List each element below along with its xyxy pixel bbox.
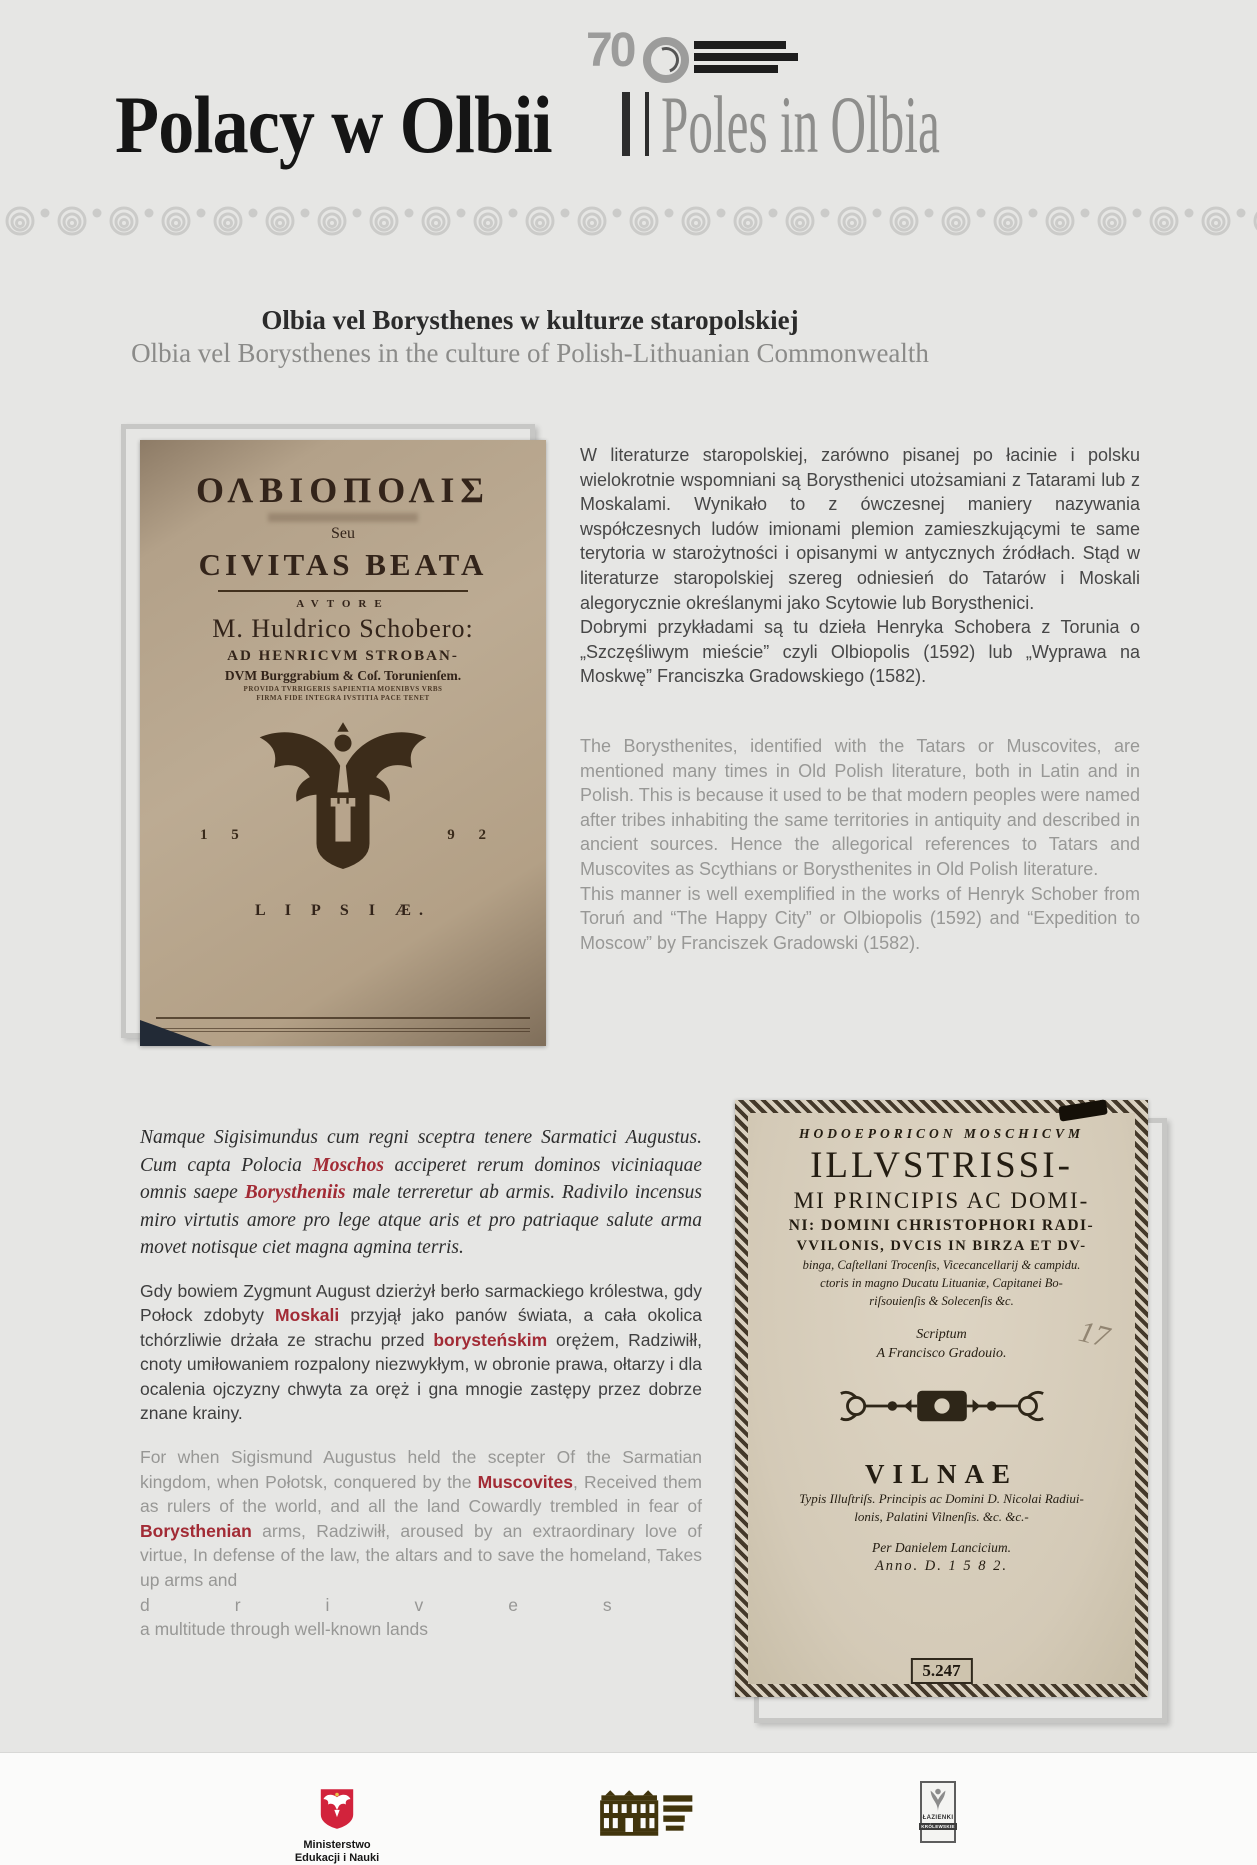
anniversary-text-lines [694,41,798,73]
book1-showthrough-smudge [268,513,418,522]
pl-trans-seg3: orężem, Radziwiłł, cnoty umiłowaniem rozpalony niezwykłym, w obronie prawa, ołtarzy i dla ocalenia ojczyzny chwyta za oręż i gna mnogie zastępy przez dobrze znane krainy. [140,1329,702,1424]
en-trans-seg1: For when Sigismund Augustus held the scepter Of the Sarmatian kingdom, when Połotsk, conquered by the [140,1447,702,1492]
book2-shelfmark-stamp: 5.247 [910,1658,972,1684]
book1-rule [218,590,468,592]
book2-ink-smudge [1058,1099,1108,1121]
anniversary-70-logo [586,30,798,83]
book2-title-line5: binga, Caſtellani Trocenſis, Vicecancellarij & campidu. [802,1258,1081,1272]
book1-dedication-2: DVM Burggrabium & Coſ. Torunienſem. [224,668,462,683]
quote-block [140,1124,702,1642]
ministry-name-line1: Ministerstwo [303,1839,371,1851]
pl-trans-seg1: Gdy bowiem Zygmunt August dzierżył berło sarmackiego królestwa, gdy Połock zdobyty [140,1280,702,1326]
lazienki-krolewskie-logo [920,1781,956,1843]
poland-crest-icon [319,1787,355,1831]
polish-translation [140,1279,702,1427]
title-english: Poles in Olbia [661,79,940,170]
book1-greek-title: ΟΛΒΙΟΠΟΛΙΣ [196,470,490,510]
latin-seg2: acciperet rerum dominos viciniaquae omnis saepe [140,1154,702,1203]
pl-trans-red-borystenskim: borysteńskim [433,1329,548,1350]
book2-title-line4: VVILONIS, DVCIS IN BIRZA ET DV- [796,1238,1087,1254]
palace-museum-logo [600,1789,695,1842]
intro-english-p1: The Borysthenites, identified with the Tatars or Muscovites, are mentioned many times in Old Polish literature, both in Latin and in Polish. This is because it used to be that modern peoples were named after tribes inhabiting the same territories in antiquity and described in ancient sources. Hence the allegorical references to Tatars and Muscovites as Scythians or Borysthenites in Old Polish literature. [580,735,1140,879]
anniversary-number: 70 [586,30,634,73]
anniversary-zero-icon [643,37,689,83]
book2-title-line2: MI PRINCIPIS AC DOMI- [793,1188,1090,1213]
pl-trans-red-moskali: Moskali [275,1305,340,1326]
eagle-shield-icon [248,709,438,887]
book1-year-right: 9 2 [447,827,496,843]
book2-title-page-image [735,1100,1148,1697]
book2-printer: Per Danielem Lancicium. [871,1540,1012,1555]
intro-polish-p1: W literaturze staropolskiej, zarówno pisanej po łacinie i polsku wielokrotnie wspomniani są Borysthenici utożsamiani z Tatarami lub z Moskalami. Wynikało to z ówczesnej maniery nazywania współczesnych ludów imionami plemion zamieszkującymi te same terytoria w starożytności i opisanymi w antycznych źródłach. Stąd w literaturze staropolskiej szereg odniesień do Tatarów i Moskali alegorycznie określanymi jako Scytowie lub Borysthenici. [580,445,1140,613]
latin-seg1: Namque Sigisimundus cum regni sceptra tenere Sarmatici Augustus. Cum capta Polocia [140,1127,702,1176]
book2-handwritten-number: 17 [1075,1314,1113,1355]
title-polish: Polacy w Olbii [115,79,552,170]
intro-english [580,734,1140,955]
pl-trans-seg2: przyjął jako panów świata, a cała okolica tchórzliwie drżała ze strachu przed [140,1305,702,1350]
book1-imprint: L I P S I Æ. [254,902,432,919]
section-heading [0,304,1060,370]
ministry-of-education-logo [277,1787,397,1865]
latin-red-borystheniis: Borystheniis [244,1182,346,1203]
lazienki-label-1: ŁAZIENKI [922,1815,954,1821]
intro-text-block [580,443,1140,955]
latin-quote [140,1124,702,1262]
book1-dedication-1: AD HENRICVM STROBAN- [227,648,459,664]
book2-title-line7: riſsouienſis & Solecenſis &c. [869,1294,1014,1308]
book2-title-line6: ctoris in magno Ducatu Lituaniæ, Capitanei Bo- [820,1276,1063,1290]
book1-epigram-2: FIRMA FIDE INTEGRA IVSTITIA PACE TENET [256,694,430,702]
book2-author: A Francisco Gradouio. [876,1346,1007,1361]
book1-author: M. Huldrico Schobero: [212,614,474,643]
english-translation [140,1445,702,1642]
palace-building-icon [600,1789,695,1837]
en-trans-spread-word: drives [140,1594,697,1615]
intro-polish [580,443,1140,689]
book2-imprint-2: lonis, Palatini Vilnenſis. &c. &c.- [854,1509,1029,1524]
book1-seu: Seu [331,525,355,542]
book2-scriptum: Scriptum [916,1327,967,1342]
book1-title-page-image [140,440,546,1046]
en-trans-seg2: , Received them as rulers of the world, and all the land Cowardly trembled in fear of [140,1471,702,1517]
intro-polish-p2: Dobrymi przykładami są tu dzieła Henryka Schobera z Torunia o „Szczęśliwym mieście” czyli Olbiopolis (1592) lub „Wyprawa na Moskwę” Franciszka Gradowskiego (1582). [580,617,1140,687]
book1-main-title: CIVITAS BEATA [198,547,488,582]
lazienki-label-2: KRÓLEWSKIE [921,1824,955,1829]
book2-year: Anno. D. 1 5 8 2. [874,1558,1009,1574]
page-title [115,79,953,170]
decorative-spiral-band [0,202,1257,238]
ministry-name [277,1839,397,1865]
section-heading-polish: Olbia vel Borysthenes w kulturze staropolskiej [261,305,799,335]
section-heading-english: Olbia vel Borysthenes in the culture of Polish-Lithuanian Commonwealth [131,338,929,368]
book2-printer-ornament-icon [837,1383,1047,1434]
book1-frame-lines [156,1017,530,1032]
thistle-plant-icon [927,1786,949,1812]
book1-year-left: 1 5 [200,827,249,843]
intro-english-p2: This manner is well exemplified in the works of Henryk Schober from Toruń and “The Happy City” or Olbiopolis (1592) and “Expedition to Moscow” by Franciszek Gradowski (1582). [580,883,1140,953]
en-trans-red-borysthenian: Borysthenian [140,1520,252,1541]
book2-imprint-1: Typis Illuſtriſs. Principis ac Domini D. Nicolai Radiui- [799,1491,1084,1506]
latin-seg3: male terreretur ab armis. Radivilo incensus miro virtutis amore pro lege atque aris et pro patriaque salute arma movet notisque ciet magna agmina terris. [140,1182,702,1258]
footer-logo-band [0,1752,1257,1865]
en-trans-last-line: a multitude through well-known lands [140,1619,428,1640]
book2-place: VILNAE [864,1459,1019,1489]
book1-eagle-emblem [200,709,496,892]
latin-red-moschos: Moschos [312,1154,384,1176]
en-trans-seg3: arms, Radziwiłł, aroused by an extraordinary love of virtue, In defense of the law, the altars and to save the homeland, Takes up arms and [140,1520,702,1591]
book1-epigram-1: PROVIDA TVRRIGERIS SAPIENTIA MOENIBVS VRBS [243,685,443,693]
ministry-name-line2: Edukacji i Nauki [294,1852,380,1864]
en-trans-red-muscovites: Muscovites [477,1471,573,1492]
book2-header: HODOEPORICON MOSCHICVM [799,1126,1084,1141]
title-divider-icon [622,92,649,156]
book2-title-line3: NI: DOMINI CHRISTOPHORI RADI- [788,1217,1095,1234]
book2-title-line1: ILLVSTRISSI- [810,1145,1073,1186]
book1-avtore: AVTORE [296,598,390,610]
